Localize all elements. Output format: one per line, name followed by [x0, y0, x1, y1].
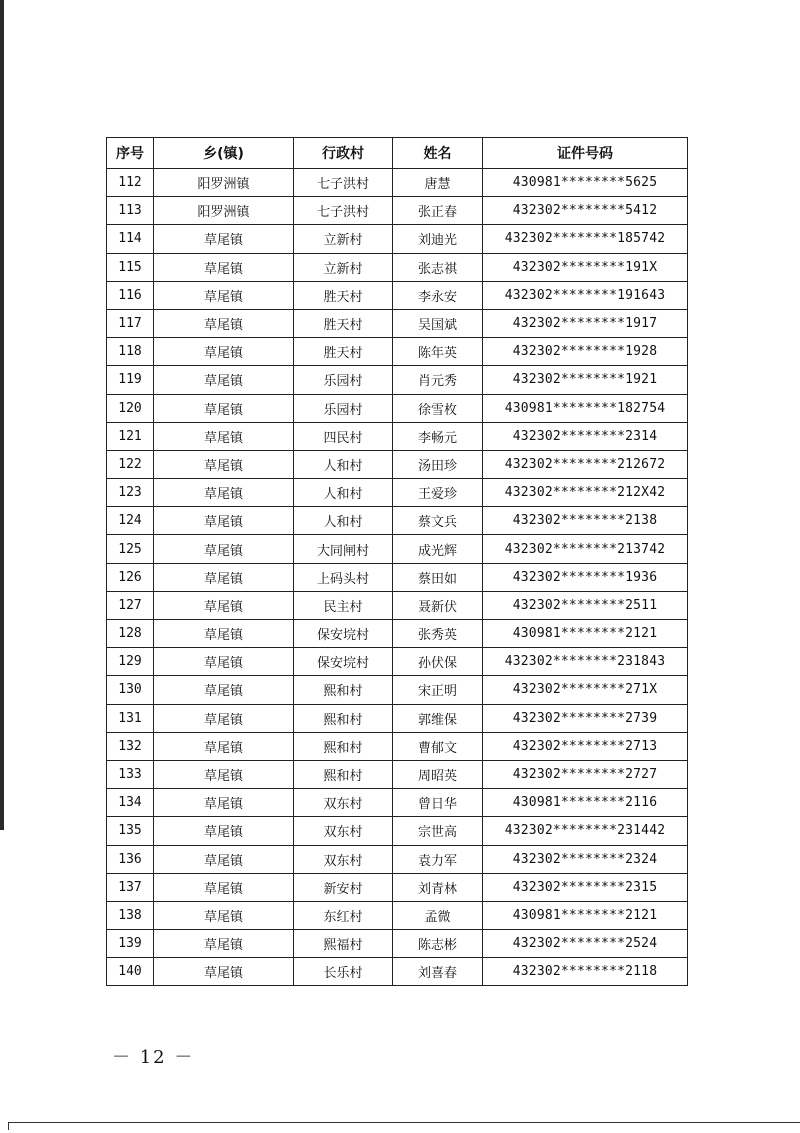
cell-township: 草尾镇	[154, 309, 294, 337]
cell-township: 草尾镇	[154, 732, 294, 760]
cell-name: 肖元秀	[393, 366, 483, 394]
header-row	[107, 138, 688, 169]
cell-township: 草尾镇	[154, 338, 294, 366]
cell-village: 长乐村	[294, 958, 393, 986]
cell-id-number: 432302********2118	[483, 958, 688, 986]
cell-serial-number: 129	[107, 648, 154, 676]
table-row	[107, 704, 688, 732]
cell-id-number: 432302********1921	[483, 366, 688, 394]
cell-id-number: 432302********2511	[483, 591, 688, 619]
table-row	[107, 676, 688, 704]
cell-id-number: 432302********5412	[483, 197, 688, 225]
cell-name: 陈年英	[393, 338, 483, 366]
cell-name: 刘喜春	[393, 958, 483, 986]
cell-name: 李永安	[393, 281, 483, 309]
cell-id-number: 432302********231442	[483, 817, 688, 845]
cell-id-number: 432302********2324	[483, 845, 688, 873]
cell-id-number: 432302********212X42	[483, 479, 688, 507]
table-row	[107, 901, 688, 929]
table-row	[107, 648, 688, 676]
cell-id-number: 432302********2138	[483, 507, 688, 535]
cell-serial-number: 112	[107, 169, 154, 197]
cell-village: 人和村	[294, 450, 393, 478]
cell-township: 草尾镇	[154, 704, 294, 732]
cell-township: 草尾镇	[154, 676, 294, 704]
cell-id-number: 430981********5625	[483, 169, 688, 197]
table-row	[107, 338, 688, 366]
cell-village: 胜天村	[294, 309, 393, 337]
table-row	[107, 394, 688, 422]
cell-name: 张正春	[393, 197, 483, 225]
cell-serial-number: 118	[107, 338, 154, 366]
cell-name: 宗世高	[393, 817, 483, 845]
cell-id-number: 432302********2739	[483, 704, 688, 732]
table-row	[107, 366, 688, 394]
table-row	[107, 845, 688, 873]
table-row	[107, 169, 688, 197]
cell-name: 孙伏保	[393, 648, 483, 676]
cell-serial-number: 135	[107, 817, 154, 845]
cell-village: 四民村	[294, 422, 393, 450]
cell-village: 立新村	[294, 225, 393, 253]
cell-township: 草尾镇	[154, 873, 294, 901]
cell-village: 熙和村	[294, 760, 393, 788]
table-row	[107, 309, 688, 337]
cell-name: 汤田珍	[393, 450, 483, 478]
cell-township: 草尾镇	[154, 789, 294, 817]
scan-bottom-edge	[8, 1122, 800, 1123]
cell-name: 曹郁文	[393, 732, 483, 760]
table-row	[107, 281, 688, 309]
page-number: － 12 －	[112, 1047, 195, 1068]
cell-serial-number: 121	[107, 422, 154, 450]
header-id-number: 证件号码	[483, 138, 688, 169]
cell-village: 人和村	[294, 507, 393, 535]
cell-serial-number: 137	[107, 873, 154, 901]
cell-id-number: 432302********1936	[483, 563, 688, 591]
cell-village: 双东村	[294, 845, 393, 873]
cell-township: 草尾镇	[154, 479, 294, 507]
cell-id-number: 430981********182754	[483, 394, 688, 422]
cell-name: 王爱珍	[393, 479, 483, 507]
cell-township: 阳罗洲镇	[154, 197, 294, 225]
cell-id-number: 432302********2314	[483, 422, 688, 450]
header-village: 行政村	[294, 138, 393, 169]
cell-id-number: 430981********2121	[483, 620, 688, 648]
cell-name: 宋正明	[393, 676, 483, 704]
cell-id-number: 432302********185742	[483, 225, 688, 253]
cell-name: 成光辉	[393, 535, 483, 563]
cell-township: 阳罗洲镇	[154, 169, 294, 197]
header-serial-number: 序号	[107, 138, 154, 169]
cell-serial-number: 131	[107, 704, 154, 732]
cell-serial-number: 123	[107, 479, 154, 507]
cell-name: 唐慧	[393, 169, 483, 197]
cell-name: 蔡文兵	[393, 507, 483, 535]
cell-serial-number: 128	[107, 620, 154, 648]
cell-village: 熙和村	[294, 676, 393, 704]
cell-serial-number: 127	[107, 591, 154, 619]
cell-serial-number: 114	[107, 225, 154, 253]
cell-serial-number: 139	[107, 930, 154, 958]
cell-serial-number: 122	[107, 450, 154, 478]
cell-village: 人和村	[294, 479, 393, 507]
cell-village: 熙和村	[294, 704, 393, 732]
cell-id-number: 430981********2121	[483, 901, 688, 929]
table-row	[107, 873, 688, 901]
table-row	[107, 450, 688, 478]
cell-township: 草尾镇	[154, 648, 294, 676]
cell-name: 蔡田如	[393, 563, 483, 591]
cell-id-number: 432302********191X	[483, 253, 688, 281]
cell-name: 袁力军	[393, 845, 483, 873]
cell-serial-number: 132	[107, 732, 154, 760]
table-row	[107, 535, 688, 563]
cell-township: 草尾镇	[154, 591, 294, 619]
cell-name: 吴国斌	[393, 309, 483, 337]
cell-id-number: 432302********212672	[483, 450, 688, 478]
cell-village: 双东村	[294, 817, 393, 845]
table-row	[107, 422, 688, 450]
table-row	[107, 760, 688, 788]
table-row	[107, 732, 688, 760]
cell-township: 草尾镇	[154, 930, 294, 958]
cell-serial-number: 115	[107, 253, 154, 281]
cell-village: 熙和村	[294, 732, 393, 760]
cell-name: 刘迪光	[393, 225, 483, 253]
cell-township: 草尾镇	[154, 620, 294, 648]
cell-township: 草尾镇	[154, 958, 294, 986]
cell-township: 草尾镇	[154, 394, 294, 422]
cell-id-number: 432302********231843	[483, 648, 688, 676]
roster-table	[106, 137, 688, 986]
cell-id-number: 432302********1928	[483, 338, 688, 366]
header-name: 姓名	[393, 138, 483, 169]
table-row	[107, 507, 688, 535]
cell-name: 李畅元	[393, 422, 483, 450]
cell-serial-number: 124	[107, 507, 154, 535]
header-township: 乡(镇)	[154, 138, 294, 169]
cell-serial-number: 117	[107, 309, 154, 337]
cell-village: 乐园村	[294, 366, 393, 394]
table-row	[107, 930, 688, 958]
cell-township: 草尾镇	[154, 760, 294, 788]
cell-village: 民主村	[294, 591, 393, 619]
cell-serial-number: 120	[107, 394, 154, 422]
cell-serial-number: 126	[107, 563, 154, 591]
table-row	[107, 817, 688, 845]
table-row	[107, 591, 688, 619]
cell-serial-number: 133	[107, 760, 154, 788]
cell-name: 曾日华	[393, 789, 483, 817]
cell-township: 草尾镇	[154, 422, 294, 450]
cell-serial-number: 113	[107, 197, 154, 225]
cell-name: 张志祺	[393, 253, 483, 281]
cell-id-number: 432302********2315	[483, 873, 688, 901]
cell-serial-number: 140	[107, 958, 154, 986]
cell-name: 周昭英	[393, 760, 483, 788]
cell-village: 新安村	[294, 873, 393, 901]
cell-village: 七子洪村	[294, 197, 393, 225]
cell-township: 草尾镇	[154, 225, 294, 253]
cell-village: 立新村	[294, 253, 393, 281]
scan-left-edge	[0, 0, 4, 830]
cell-township: 草尾镇	[154, 901, 294, 929]
cell-village: 乐园村	[294, 394, 393, 422]
scan-bottom-tick	[8, 1122, 9, 1130]
roster-body	[107, 169, 688, 986]
cell-serial-number: 125	[107, 535, 154, 563]
cell-serial-number: 116	[107, 281, 154, 309]
cell-village: 保安垸村	[294, 620, 393, 648]
cell-township: 草尾镇	[154, 817, 294, 845]
cell-village: 熙福村	[294, 930, 393, 958]
cell-village: 胜天村	[294, 281, 393, 309]
cell-serial-number: 134	[107, 789, 154, 817]
cell-village: 大同闸村	[294, 535, 393, 563]
cell-name: 刘青林	[393, 873, 483, 901]
cell-id-number: 432302********2713	[483, 732, 688, 760]
table-row	[107, 789, 688, 817]
cell-village: 东红村	[294, 901, 393, 929]
cell-village: 胜天村	[294, 338, 393, 366]
cell-village: 上码头村	[294, 563, 393, 591]
cell-name: 郭维保	[393, 704, 483, 732]
table-row	[107, 225, 688, 253]
cell-name: 张秀英	[393, 620, 483, 648]
cell-name: 陈志彬	[393, 930, 483, 958]
cell-township: 草尾镇	[154, 535, 294, 563]
cell-id-number: 432302********1917	[483, 309, 688, 337]
cell-id-number: 432302********191643	[483, 281, 688, 309]
cell-serial-number: 130	[107, 676, 154, 704]
table-row	[107, 620, 688, 648]
table-row	[107, 563, 688, 591]
table-row	[107, 958, 688, 986]
cell-name: 徐雪枚	[393, 394, 483, 422]
cell-township: 草尾镇	[154, 366, 294, 394]
cell-name: 聂新伏	[393, 591, 483, 619]
cell-id-number: 432302********2727	[483, 760, 688, 788]
cell-id-number: 432302********2524	[483, 930, 688, 958]
table-row	[107, 479, 688, 507]
cell-township: 草尾镇	[154, 281, 294, 309]
cell-serial-number: 138	[107, 901, 154, 929]
cell-serial-number: 119	[107, 366, 154, 394]
cell-township: 草尾镇	[154, 563, 294, 591]
table-row	[107, 253, 688, 281]
cell-id-number: 432302********271X	[483, 676, 688, 704]
cell-township: 草尾镇	[154, 450, 294, 478]
cell-id-number: 430981********2116	[483, 789, 688, 817]
cell-name: 孟微	[393, 901, 483, 929]
cell-serial-number: 136	[107, 845, 154, 873]
cell-village: 双东村	[294, 789, 393, 817]
cell-id-number: 432302********213742	[483, 535, 688, 563]
cell-village: 七子洪村	[294, 169, 393, 197]
cell-township: 草尾镇	[154, 845, 294, 873]
cell-township: 草尾镇	[154, 507, 294, 535]
cell-village: 保安垸村	[294, 648, 393, 676]
cell-township: 草尾镇	[154, 253, 294, 281]
table-row	[107, 197, 688, 225]
